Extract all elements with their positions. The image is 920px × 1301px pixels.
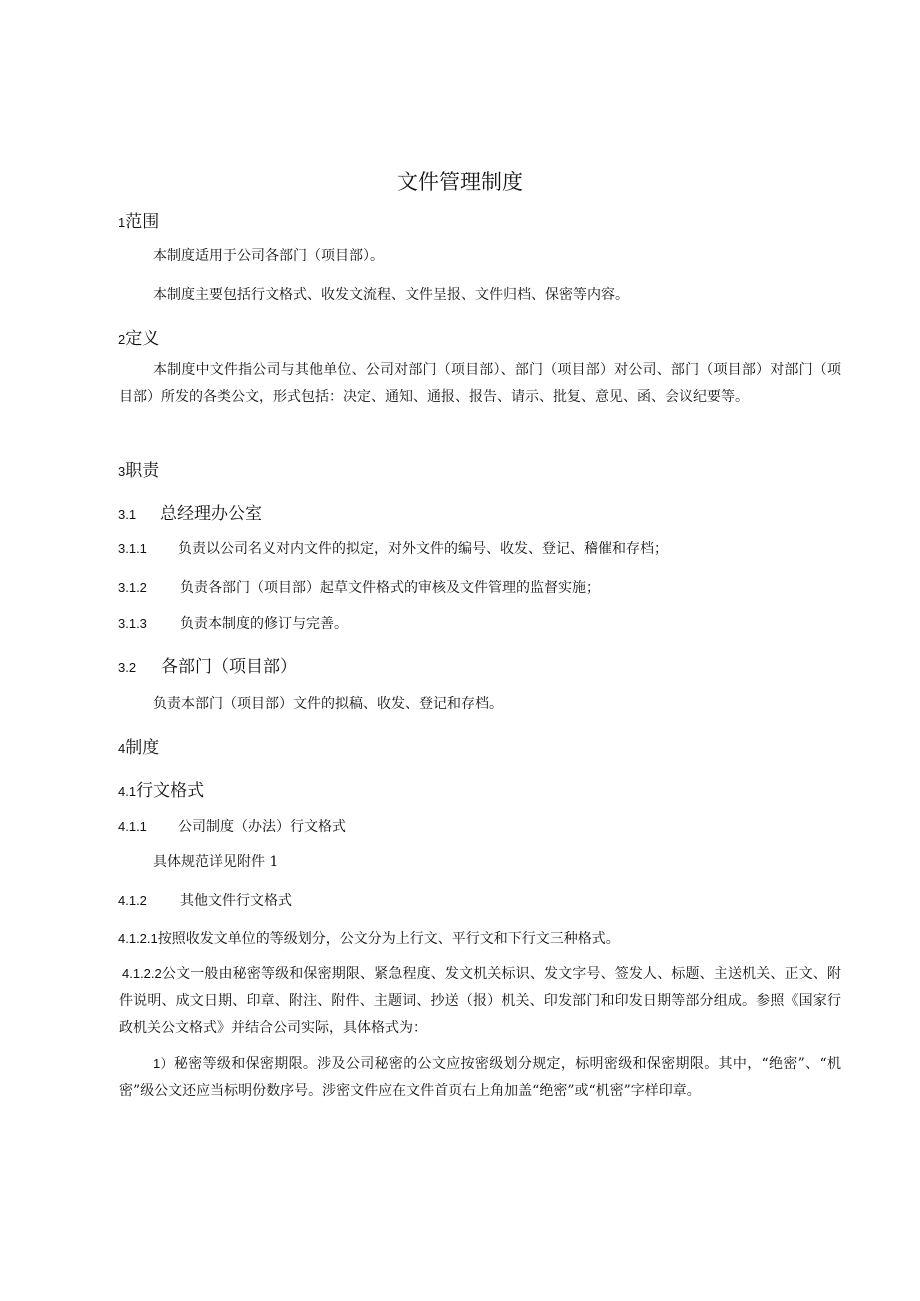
section-number: 3.1 [118,507,137,522]
item-number: 4.1.2.1 [118,931,158,946]
section-1-paragraph-2: 本制度主要包括行文格式、收发文流程、文件呈报、文件归档、保密等内容。 [153,287,629,303]
section-2-paragraph: 本制度中文件指公司与其他单位、公司对部门（项目部）、部门（项目部）对公司、部门（项目部）对部门（项目部）所发的各类公文，形式包括：决定、通知、通报、报告、请示、批复、意见、函、会议纪要等。 [119,362,841,405]
section-title: 各部门（项目部） [161,657,297,677]
section-title: 范围 [125,212,160,232]
item-4-1-2-2 [119,960,841,1042]
section-number: 4 [118,741,126,756]
item-4-1-1-paragraph: 具体规范详见附件 1 [153,854,279,870]
section-number: 4.1 [118,784,137,799]
section-number: 3.2 [118,660,137,675]
section-title: 制度 [125,738,160,758]
item-text: 按照收发文单位的等级划分，公文分为上行文、平行文和下行文三种格式。 [157,931,620,947]
item-3-1-1 [118,538,668,558]
item-number: 4.1.1 [118,819,147,834]
list-item-1 [119,1050,841,1105]
section-3-2-heading [118,652,297,677]
item-4-1-2 [118,890,292,910]
item-text: 公文一般由秘密等级和保密期限、紧急程度、发文机关标识、发文字号、签发人、标题、主送机关、正文、附件说明、成文日期、印章、附注、附件、主题词、抄送（报）机关、印发部门和印发日期等部分组成。参照《国家行政机关公文格式》并结合公司实际，具体格式为： [119,966,841,1036]
section-3-heading [118,456,159,481]
section-2-heading [118,324,159,349]
item-3-1-3 [118,613,348,633]
item-3-1-2 [118,577,600,597]
list-item-text: 秘密等级和保密期限。涉及公司秘密的公文应按密级划分规定，标明密级和保密期限。其中，“绝密”、“机密”级公文还应当标明份数序号。涉密文件应在文件首页右上角加盖“绝密”或“机密”字样印章。 [119,1056,841,1099]
section-title: 定义 [125,329,160,349]
section-title: 职责 [125,461,160,481]
item-4-1-1 [118,816,346,836]
section-3-2-paragraph: 负责本部门（项目部）文件的拟稿、收发、登记和存档。 [153,696,503,712]
item-text: 负责各部门（项目部）起草文件格式的审核及文件管理的监督实施； [180,580,600,596]
item-number: 3.1.2 [118,580,147,595]
section-3-1-heading [118,499,262,524]
document-title: 文件管理制度 [397,170,523,194]
section-1-paragraph-1: 本制度适用于公司各部门（项目部）。 [153,248,384,264]
item-text: 负责本制度的修订与完善。 [180,616,348,632]
item-number: 4.1.2 [118,893,147,908]
section-1-heading [118,207,159,232]
list-item-number: 1） [153,1056,174,1071]
item-number: 3.1.3 [118,616,147,631]
section-title: 总经理办公室 [160,504,262,524]
item-4-1-2-1 [118,928,620,948]
section-number: 3 [118,464,126,479]
item-text: 其他文件行文格式 [180,893,292,909]
item-number: 4.1.2.2 [122,966,162,981]
section-number: 2 [118,332,126,347]
item-number: 3.1.1 [118,541,147,556]
item-text: 公司制度（办法）行文格式 [178,819,346,835]
section-number: 1 [118,215,126,230]
section-title: 行文格式 [136,781,205,801]
section-4-heading [118,733,159,758]
item-text: 负责以公司名义对内文件的拟定，对外文件的编号、收发、登记、稽催和存档； [178,541,668,557]
section-4-1-heading [118,776,204,801]
